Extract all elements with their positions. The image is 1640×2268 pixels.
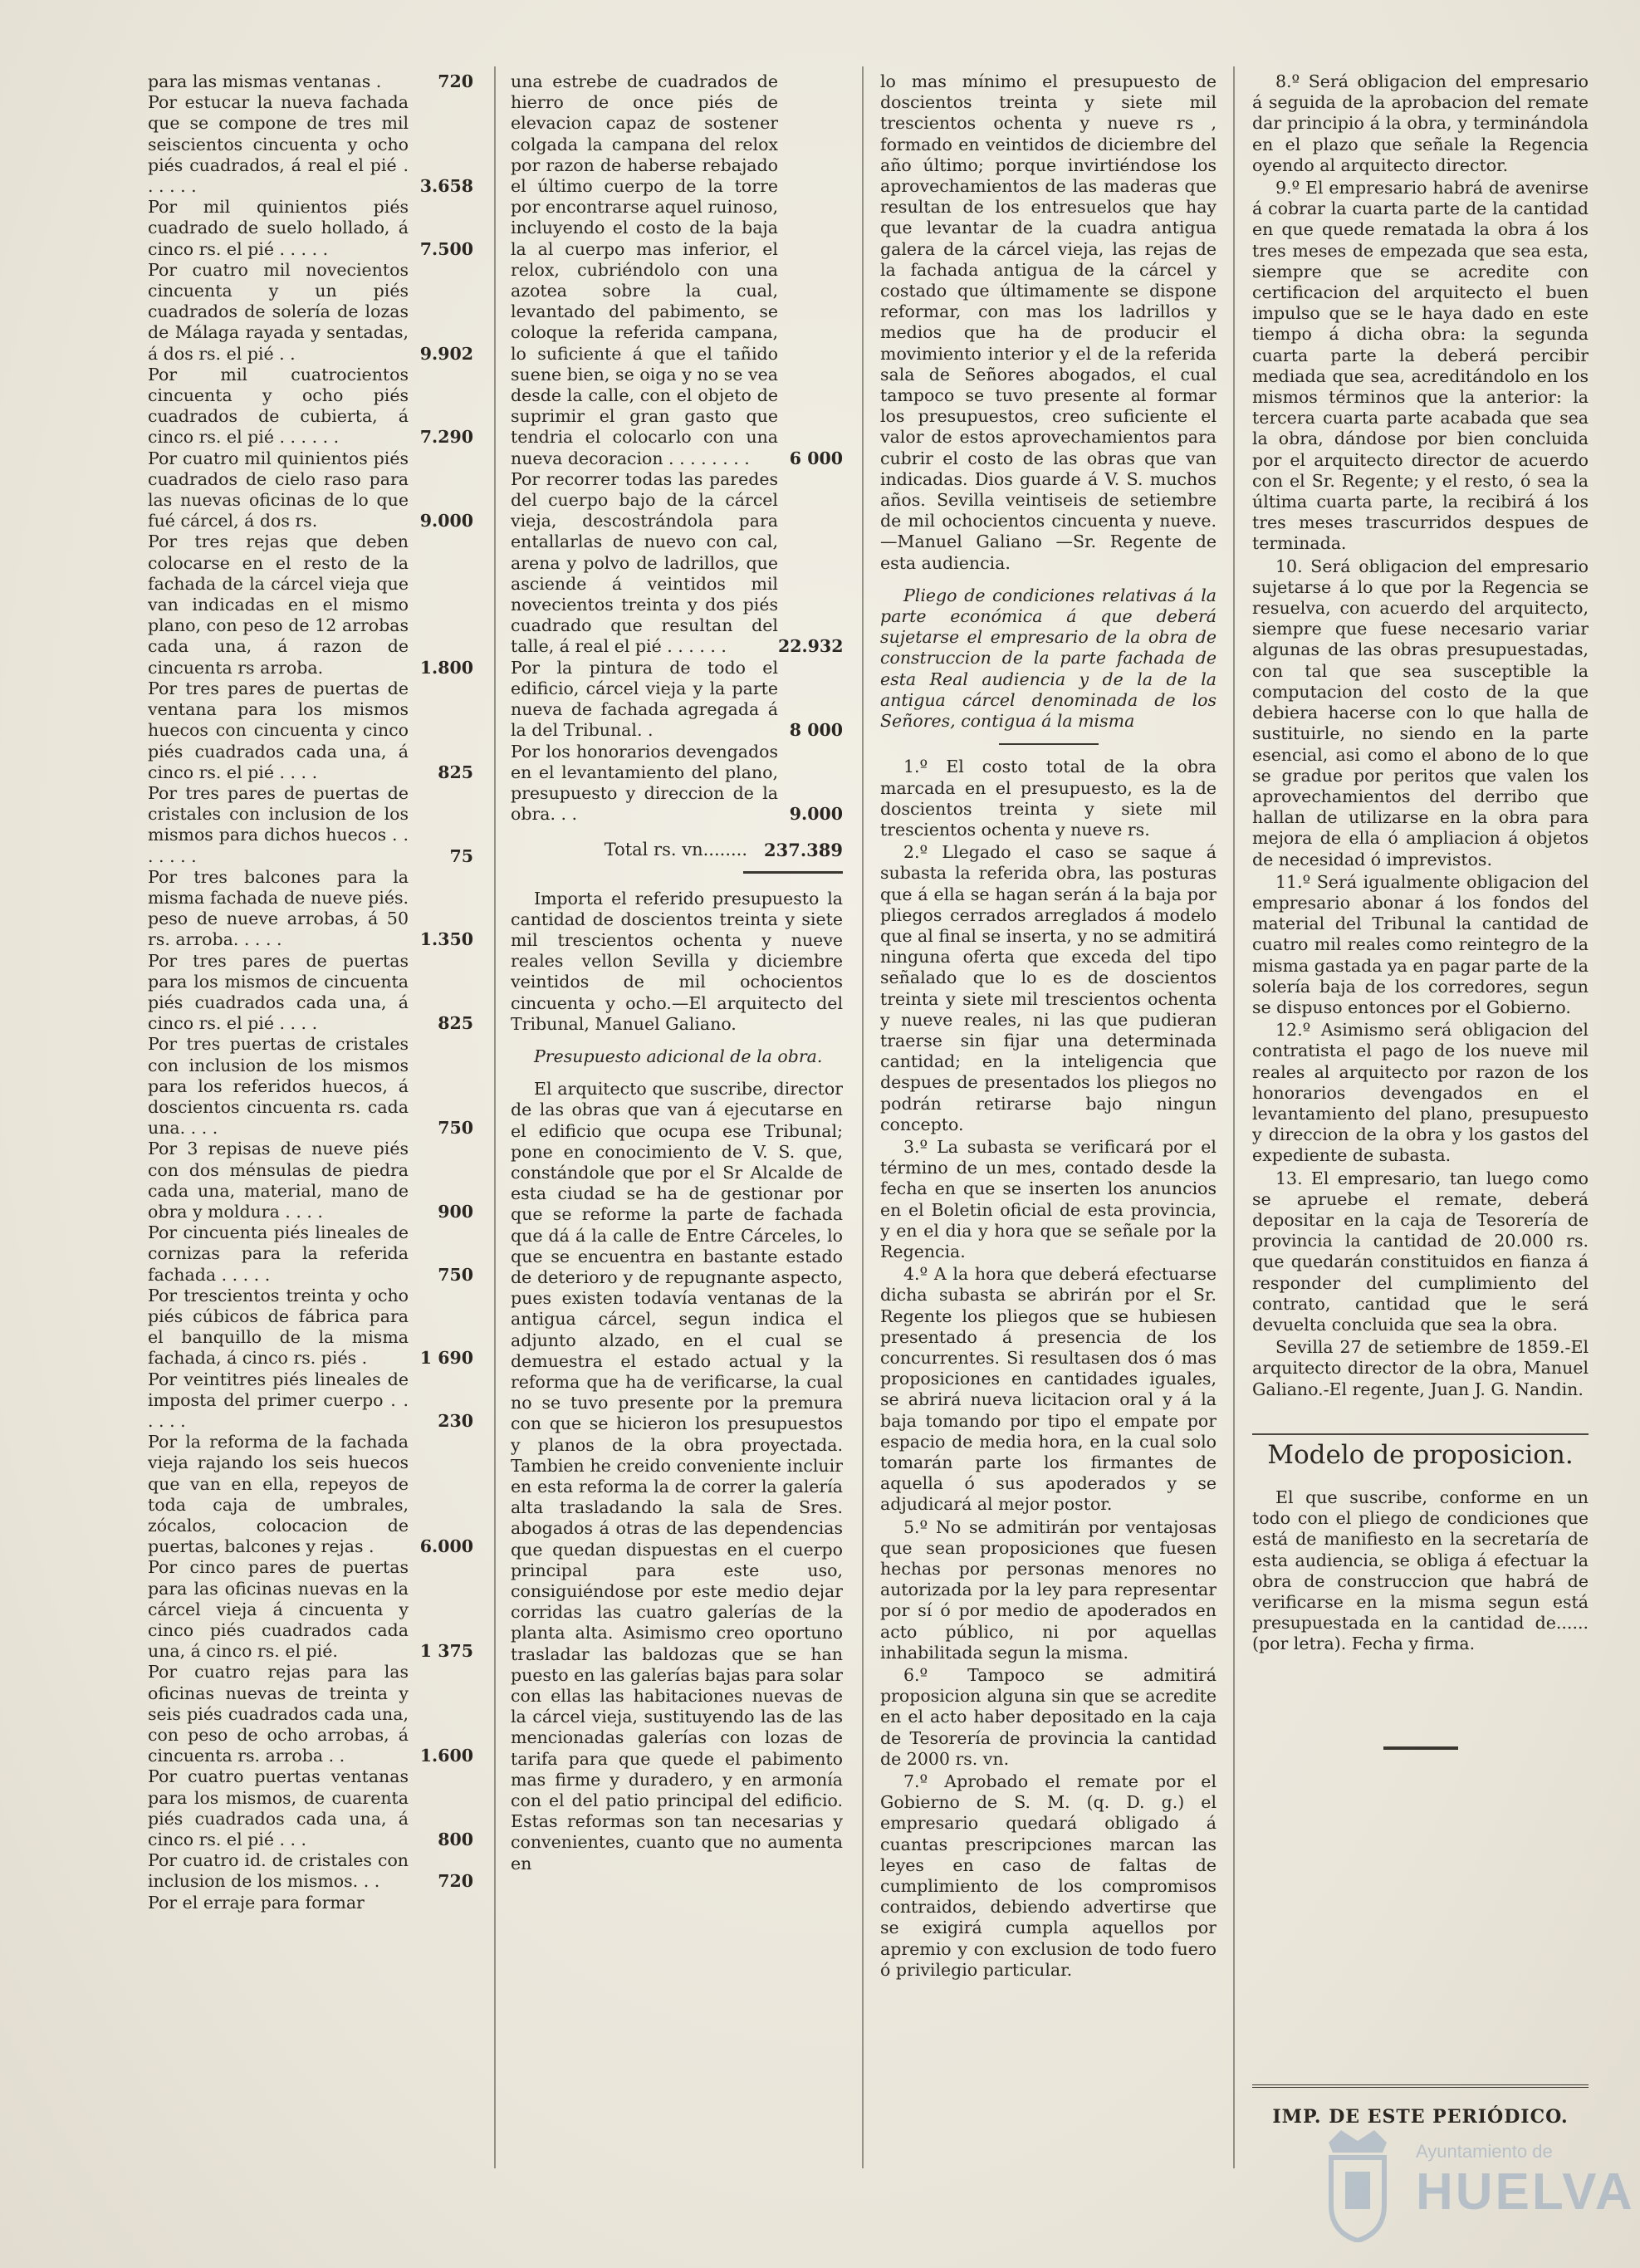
item-description: Por cuatro mil quinientos piés cuadrados de cielo raso para las nuevas oficinas de lo que fué cárcel, á dos rs. (148, 448, 409, 531)
letter-ending: lo mas mínimo el presupuesto de doscientos treinta y siete mil trescientos ochenta y nueve rs , formado en veintidos de diciembre del año último; porque invirtiéndose los aprovechamientos de las maderas que resultan de los entresuelos que hay que levantar de la cuadra antigua galera de la cárcel vieja, las rejas de la fachada antigua de la cárcel y costado que últimamente se dispone reformar, con mas los ladrillos y medios que ha de producir el movimiento interior y el de la referida sala de Señores abogados, el cual tampoco se tuvo presente al formar los presupuestos, creo suficiente el valor de estos aprovechamientos para cubrir el costo de las obras que van indicadas. Dios guarde á V. S. muchos años. Sevilla veintiseis de setiembre de mil ochocientos cincuenta y nueve.—Manuel Galiano —Sr. Regente de esta audiencia. (880, 71, 1217, 573)
item-description: Por tres pares de puertas para los mismos de cincuenta piés cuadrados cada una, á cinco rs. el pié . . . . (148, 950, 409, 1034)
additional-budget-title: Presupuesto adicional de la obra. (534, 1046, 823, 1066)
condition-item: 9.º El empresario habrá de avenirse á cobrar la cuarta parte de la cantidad en que quede rematada la obra á los tres meses de empezada que sea esta, siempre que se acredite con certificacion del arquitecto el buen impulso que se le haya dado en este tiempo á dicha obra: la segunda cuarta parte la deberá percibir mediada que sea, acreditándolo en los mismos términos que la anterior: la tercera cuarta parte acabada que sea la obra, dándose por bien concluida por el arquitecto director de acuerdo con el Sr. Regente; y el resto, ó sea la última cuarta parte, la recibirá á los tres meses trascurridos despues de terminada. (1252, 178, 1589, 554)
column-rule (494, 66, 496, 2168)
pliego-title: Pliego de condiciones relativas á la parte económica á que deberá sujetarse el empresario de la obra de construccion de la parte fachada de esta Real audiencia y de la de la antigua cárcel denominada de los Señores, contigua á la misma (880, 585, 1217, 732)
divider (743, 871, 843, 874)
budget-item (148, 1286, 473, 1369)
budget-item (148, 1034, 473, 1139)
budget-item (148, 867, 473, 951)
budget-item (148, 1139, 473, 1222)
additional-budget-text: El arquitecto que suscribe, director de las obras que van á ejecutarse en el edificio que ocupa ese Tribunal; pone en conocimiento de V. S. que, constándole que por el Sr Alcalde de esta ciudad se ha de gestionar por que se reforme la parte de fachada que dá á la calle de Entre Cárceles, lo que se encuentra en bastante estado de deterioro y de repugnante aspecto, pues existen todavía ventanas de la antigua cárcel, segun indica el adjunto alzado, en el cual se demuestra el estado actual y la reforma que ha de verificarse, la cual no se tuvo presente por la premura con que se hicieron los presupuestos y planos de la obra proyectada. Tambien he creido conveniente incluir en esta reforma la de correr la galería alta trasladando la sala de Sres. abogados á otras de las dependencias que quedan dispuestas en el cuerpo principal para este uso, consiguiéndose por este medio dejar corridas las cuatro galerías de la planta alta. Asimismo creo oportuno trasladar las baldozas que se han puesto en las galerías bajas para solar con ellas las habitaciones nuevas de la cárcel vieja, sustituyendo las de las mencionadas galerías con lozas de tarifa para que quede el pabimento mas firme y duradero, y en armonía con el del patio principal del edificio. Estas reformas son tan necesarias y convenientes, cuanto que no aumenta en (511, 1079, 843, 1874)
budget-total (511, 840, 843, 860)
item-description: Por los honorarios devengados en el levantamiento del plano, presupuesto y direccion de la obra. . . (511, 741, 778, 825)
budget-item (148, 1557, 473, 1662)
item-description: Por 3 repisas de nueve piés con dos ménsulas de piedra cada una, material, mano de obra y moldura . . . . (148, 1139, 409, 1222)
item-description: Por la reforma de la fachada vieja rajando los seis huecos que van en ella, repeyos de toda caja de umbrales, zócalos, colocacion de puertas, balcones y rejas . (148, 1432, 409, 1557)
condition-item: 8.º Será obligacion del empresario á seguida de la aprobacion del remate dar principio á la obra, y terminándola en el plazo que señale la Regencia oyendo al arquitecto director. (1252, 71, 1589, 175)
item-price: 9.902 (419, 343, 473, 364)
condition-item: 5.º No se admitirán por ventajosas que sean proposiciones que fuesen hechas por personas menores no autorizada por la ley para representar por sí ó por medio de apoderados en acto público, ni por aquellas inhabilitada segun la misma. (880, 1516, 1217, 1663)
item-price: 825 (438, 1013, 473, 1034)
item-description: Por cuatro mil novecientos cincuenta y un piés cuadrados de solería de lozas de Málaga rayada y sentadas, á dos rs. el pié . . (148, 259, 409, 364)
item-description: para las mismas ventanas . (148, 71, 382, 91)
condition-item: 10. Será obligacion del empresario sujetarse á lo que por la Regencia se resuelva, con acuerdo del arquitecto, siempre que fuese necesario variar algunas de las obras presupuestadas, con tal que sea susceptible la computacion del costo de la que debiera hacerse con lo que halla de sustituirle, no siendo en la parte esencial, asi como el abono de lo que se gradue por peritos que valen los aprovechamientos del derribo que hallan de utilizarse en la obra para mejora de ella ó ampliacion á objetos de necesidad ó imprevistos. (1252, 556, 1589, 869)
budget-item (148, 365, 473, 448)
item-price: 900 (438, 1201, 473, 1222)
signature: Sevilla 27 de setiembre de 1859.-El arquitecto director de la obra, Manuel Galiano.-El regente, Juan J. G. Nandin. (1252, 1337, 1589, 1399)
item-price: 825 (438, 762, 473, 782)
item-price: 8 000 (789, 720, 843, 741)
condition-item: 1.º El costo total de la obra marcada en el presupuesto, es la de doscientos treinta y siete mil trescientos ochenta y nueve rs. (880, 757, 1217, 840)
item-price: 750 (438, 1264, 473, 1285)
budget-item (148, 1662, 473, 1766)
modelo-text: El que suscribe, conforme en un todo con el pliego de condiciones que está de manifiesto en la secretaría de esta audiencia, se obliga á efectuar la obra de construccion que habrá de verificarse en la misma segun está presupuestada en la cantidad de...... (por letra). Fecha y firma. (1252, 1487, 1589, 1654)
item-description: Por tres rejas que deben colocarse en el resto de la fachada de la cárcel vieja que van indicadas en el mismo plano, con peso de 12 arrobas cada una, á razon de cincuenta rs arroba. (148, 531, 409, 678)
item-description: una estrebe de cuadrados de hierro de once piés de elevacion capaz de sostener colgada la campana del relox por razon de haberse rebajado el último cuerpo de la torre por encontrarse aquel ruinoso, incluyendo el costo de la baja la al cuerpo mas inferior, el relox, cubriéndolo con una azotea sobre la cual, levantado del pabimento, se coloque la referida campana, lo suficiente á que el tañido suene bien, se oiga y no se vea desde la calle, con el objeto de suprimir el gran gasto que tendria el colocarlo con una nueva decoracion . . . . . . . . (511, 71, 778, 468)
item-price: 750 (438, 1118, 473, 1139)
item-price: 7.500 (419, 238, 473, 259)
budget-item (148, 1893, 473, 1913)
item-description: Por tres balcones para la misma fachada de nueve piés. peso de nueve arrobas, á 50 rs. arroba. . . . . (148, 866, 409, 950)
budget-item (511, 469, 843, 658)
budget-item (511, 742, 843, 825)
budget-item (148, 1369, 473, 1433)
budget-item (511, 71, 843, 469)
budget-item (511, 658, 843, 742)
item-description: Por tres puertas de cristales con inclusion de los mismos para los referidos huecos, á doscientos cincuenta rs. cada una. . . . (148, 1034, 409, 1139)
item-description: Por cuatro puertas ventanas para los mismos, de cuarenta piés cuadrados cada una, á cinco rs. el pié . . . (148, 1766, 409, 1850)
budget-item (148, 678, 473, 783)
item-description: Por tres pares de puertas de cristales con inclusion de los mismos para dichos huecos . . . . . . . (148, 782, 409, 866)
item-description: Por cuatro id. de cristales con inclusion de los mismos. . . (148, 1850, 409, 1892)
conditions-list (880, 757, 1217, 1981)
column-budget-continued (511, 71, 843, 2235)
item-description: Por mil quinientos piés cuadrado de suelo hollado, á cinco rs. el pié . . . . . (148, 197, 409, 259)
budget-item (148, 1850, 473, 1892)
condition-item: 6.º Tampoco se admitirá proposicion alguna sin que se acredite en el acto haber depositado en la caja de Tesorería de provincia la cantidad de 2000 rs. vn. (880, 1665, 1217, 1769)
item-price: 230 (438, 1411, 473, 1431)
budget-item (148, 531, 473, 678)
item-price: 1 690 (419, 1348, 473, 1369)
item-description: Por cinco pares de puertas para las oficinas nuevas en la cárcel vieja á cincuenta y cinco piés cuadrados cada una, á cinco rs. el pié. (148, 1557, 409, 1662)
budget-item (148, 448, 473, 532)
item-description: Por la pintura de todo el edificio, cárcel vieja y la parte nueva de fachada agregada á la del Tribunal. . (511, 657, 778, 741)
condition-item: 12.º Asimismo será obligacion del contratista el pago de los nueve mil reales al arquitecto por razon de los honorarios devengados en el levantamiento del plano, presupuesto y direccion de la obra y los gastos del expediente de subasta. (1252, 1020, 1589, 1166)
budget-rows (511, 71, 843, 825)
condition-item: 7.º Aprobado el remate por el Gobierno de S. M. (q. D. g.) el empresario quedará obligado á cuantas prescripciones marcan las leyes en caso de faltas de cumplimiento de los compromisos contraidos, debiendo advertirse que se exigirá cumpla aquellos por apremio y con exclusion de todo fuero ó privilegio particular. (880, 1771, 1217, 1980)
item-description: Por tres pares de puertas de ventana para los mismos huecos con cincuenta y cinco piés cuadrados cada una, á cinco rs. el pié . . . . (148, 678, 409, 782)
total-label: Total rs. vn........ (604, 840, 748, 860)
item-price: 7.290 (419, 427, 473, 448)
item-description: Por estucar la nueva fachada que se compone de tres mil seiscientos cincuenta y ocho piés cuadrados, á real el pié . . . . . . (148, 92, 409, 197)
condition-item: 11.º Será igualmente obligacion del empresario abonar á los fondos del material del Tribunal la cantidad de cuatro mil reales como reintegro de la misma gastada ya en pagar parte de la solería baja de los corredores, segun se dispuso entonces por el Gobierno. (1252, 871, 1589, 1017)
budget-item (148, 783, 473, 867)
condition-item: 2.º Llegado el caso se saque á subasta la referida obra, las posturas que á ella se hagan serán á la baja por pliegos cerrados arreglados á modelo que al final se inserta, y no se admitirá ninguna oferta que exceda del tipo señalado que lo es de doscientos treinta y siete mil trescientos ochenta y nueve reales, ni las que pudieran traerse sin fijar una determinada cantidad; en la inteligencia que despues de presentados los pliegos no podrán retirarse bajo ningun concepto. (880, 842, 1217, 1134)
item-price: 22.932 (778, 636, 843, 657)
item-price: 1.350 (419, 929, 473, 950)
item-description: Por veintitres piés lineales de imposta del primer cuerpo . . . . . . (148, 1369, 409, 1431)
budget-item (148, 71, 473, 92)
item-price: 6.000 (419, 1536, 473, 1557)
condition-item: 4.º A la hora que deberá efectuarse dicha subasta se abrirán por el Sr. Regente los pliegos que se hubiesen presentado á presencia de los concurrentes. Si resultasen dos ó mas proposiciones en cantidades iguales, se abrirá nueva licitacion oral y á la baja tomando por tipo el empate por espacio de media hora, en la cual solo tomarán parte los firmantes de aquella ó sus apoderados y se adjudicará al mejor postor. (880, 1264, 1217, 1515)
budget-item (148, 1766, 473, 1850)
budget-item (148, 260, 473, 365)
watermark-city: HUELVA (1416, 2163, 1635, 2221)
column-rule (862, 66, 864, 2168)
budget-item (148, 92, 473, 197)
budget-item (148, 197, 473, 260)
condition-item: 3.º La subasta se verificará por el término de un mes, contado desde la fecha en que se inserten los anuncios en el Boletin oficial de esta provincia, y en el dia y hora que se señale por la Regencia. (880, 1136, 1217, 1261)
item-description: Por recorrer todas las paredes del cuerpo bajo de la cárcel vieja, descostrándola para entallarlas de nuevo con cal, arena y polvo de ladrillos, que asciende á veintidos mil novecientos treinta y dos piés cuadrado que resultan del talle, á real el pié . . . . . . (511, 468, 778, 657)
budget-summary: Importa el referido presupuesto la cantidad de doscientos treinta y siete mil trescientos ochenta y nueve reales vellon Sevilla y diciembre veintidos de mil ochocientos cincuenta y ocho.—El arquitecto del Tribunal, Manuel Galiano. (511, 888, 843, 1034)
huelva-watermark (1316, 2126, 1635, 2251)
budget-item (148, 1222, 473, 1286)
item-description: Por trescientos treinta y ocho piés cúbicos de fábrica para el banquillo de la misma fachada, á cinco rs. piés . (148, 1285, 409, 1369)
watermark-brand: Ayuntamiento de (1416, 2141, 1553, 2162)
column-conditions (880, 71, 1217, 2235)
condition-item: 13. El empresario, tan luego como se apruebe el remate, deberá depositar en la caja de Tesorería de provincia la cantidad de 20.000 rs. que quedarán constituidos en fianza á responder del cumplimiento del contrato, cantidad que le será devuelta concluida que sea la obra. (1252, 1168, 1589, 1335)
budget-item (148, 1432, 473, 1557)
budget-item (148, 951, 473, 1035)
item-price: 6 000 (789, 448, 843, 468)
item-description: Por mil cuatrocientos cincuenta y ocho piés cuadrados de cubierta, á cinco rs. el pié . . . . . . (148, 364, 409, 448)
item-description: Por el erraje para formar (148, 1892, 365, 1913)
total-value: 237.389 (764, 840, 843, 861)
column-rule (1233, 66, 1235, 2168)
divider (1383, 1746, 1458, 1750)
column-budget-items (148, 71, 473, 2235)
conditions-list (1252, 71, 1589, 1335)
item-price: 1.600 (419, 1746, 473, 1766)
column-conditions-continued (1252, 71, 1589, 2235)
imprint: IMP. DE ESTE PERIÓDICO. (1252, 2084, 1589, 2128)
modelo-title: Modelo de proposicion. (1252, 1433, 1589, 1476)
item-price: 720 (438, 1871, 473, 1892)
item-price: 720 (438, 71, 473, 91)
item-description: Por cincuenta piés lineales de cornizas para la referida fachada . . . . . (148, 1222, 409, 1285)
item-price: 9.000 (419, 511, 473, 531)
crown-shield-icon (1316, 2126, 1399, 2242)
divider (999, 743, 1099, 745)
item-price: 3.658 (419, 176, 473, 197)
item-price: 75 (449, 845, 473, 866)
item-price: 800 (438, 1830, 473, 1850)
item-price: 1.800 (419, 657, 473, 678)
item-description: Por cuatro rejas para las oficinas nuevas de treinta y seis piés cuadrados cada una, con peso de ocho arrobas, á cincuenta rs. arroba . . (148, 1662, 409, 1766)
item-price: 9.000 (789, 804, 843, 825)
item-price: 1 375 (419, 1641, 473, 1662)
